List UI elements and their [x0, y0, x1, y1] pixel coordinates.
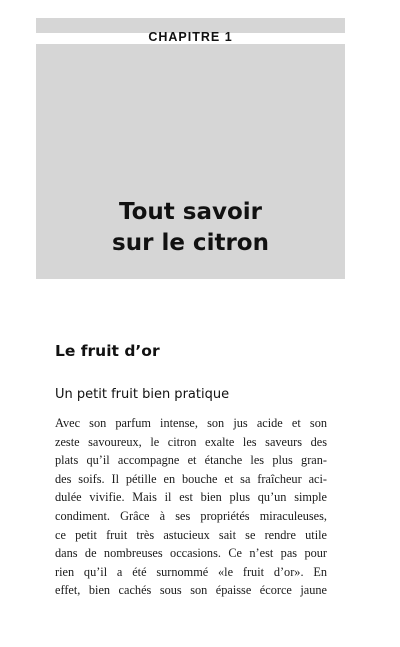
paragraph-line: rien qu’il a été surnommé «le fruit d’or». En — [55, 564, 327, 579]
paragraph-line: zeste savoureux, le citron exalte les saveurs des — [55, 434, 327, 449]
body-paragraph — [55, 414, 327, 600]
chapter-title-block — [36, 44, 345, 279]
paragraph-line: effet, bien cachés sous son épaisse écorce jaune — [55, 583, 327, 598]
paragraph-line: Avec son parfum intense, son jus acide et son — [55, 416, 327, 430]
chapter-label: CHAPITRE 1 — [148, 30, 233, 44]
paragraph-line: des soifs. Il pétille en bouche et sa fraîcheur aci- — [55, 471, 327, 486]
section-title: Le fruit d’or — [55, 342, 160, 360]
paragraph-line: dulée vivifie. Mais il est bien plus qu’un simple — [55, 490, 327, 505]
paragraph-line: plats qu’il accompagne et étanche les plus gran- — [55, 453, 327, 468]
subsection-title: Un petit fruit bien pratique — [55, 387, 230, 402]
chapter-title — [36, 197, 345, 259]
paragraph-line: condiment. Grâce à ses propriétés miraculeuses, — [55, 508, 327, 523]
paragraph-line: dans de nombreuses occasions. Ce n’est pas pour — [55, 546, 327, 561]
chapter-title-line-1: Tout savoir — [118, 199, 263, 225]
paragraph-line: ce petit fruit très astucieux sait se rendre utile — [55, 527, 327, 542]
chapter-title-line-2: sur le citron — [112, 230, 269, 256]
